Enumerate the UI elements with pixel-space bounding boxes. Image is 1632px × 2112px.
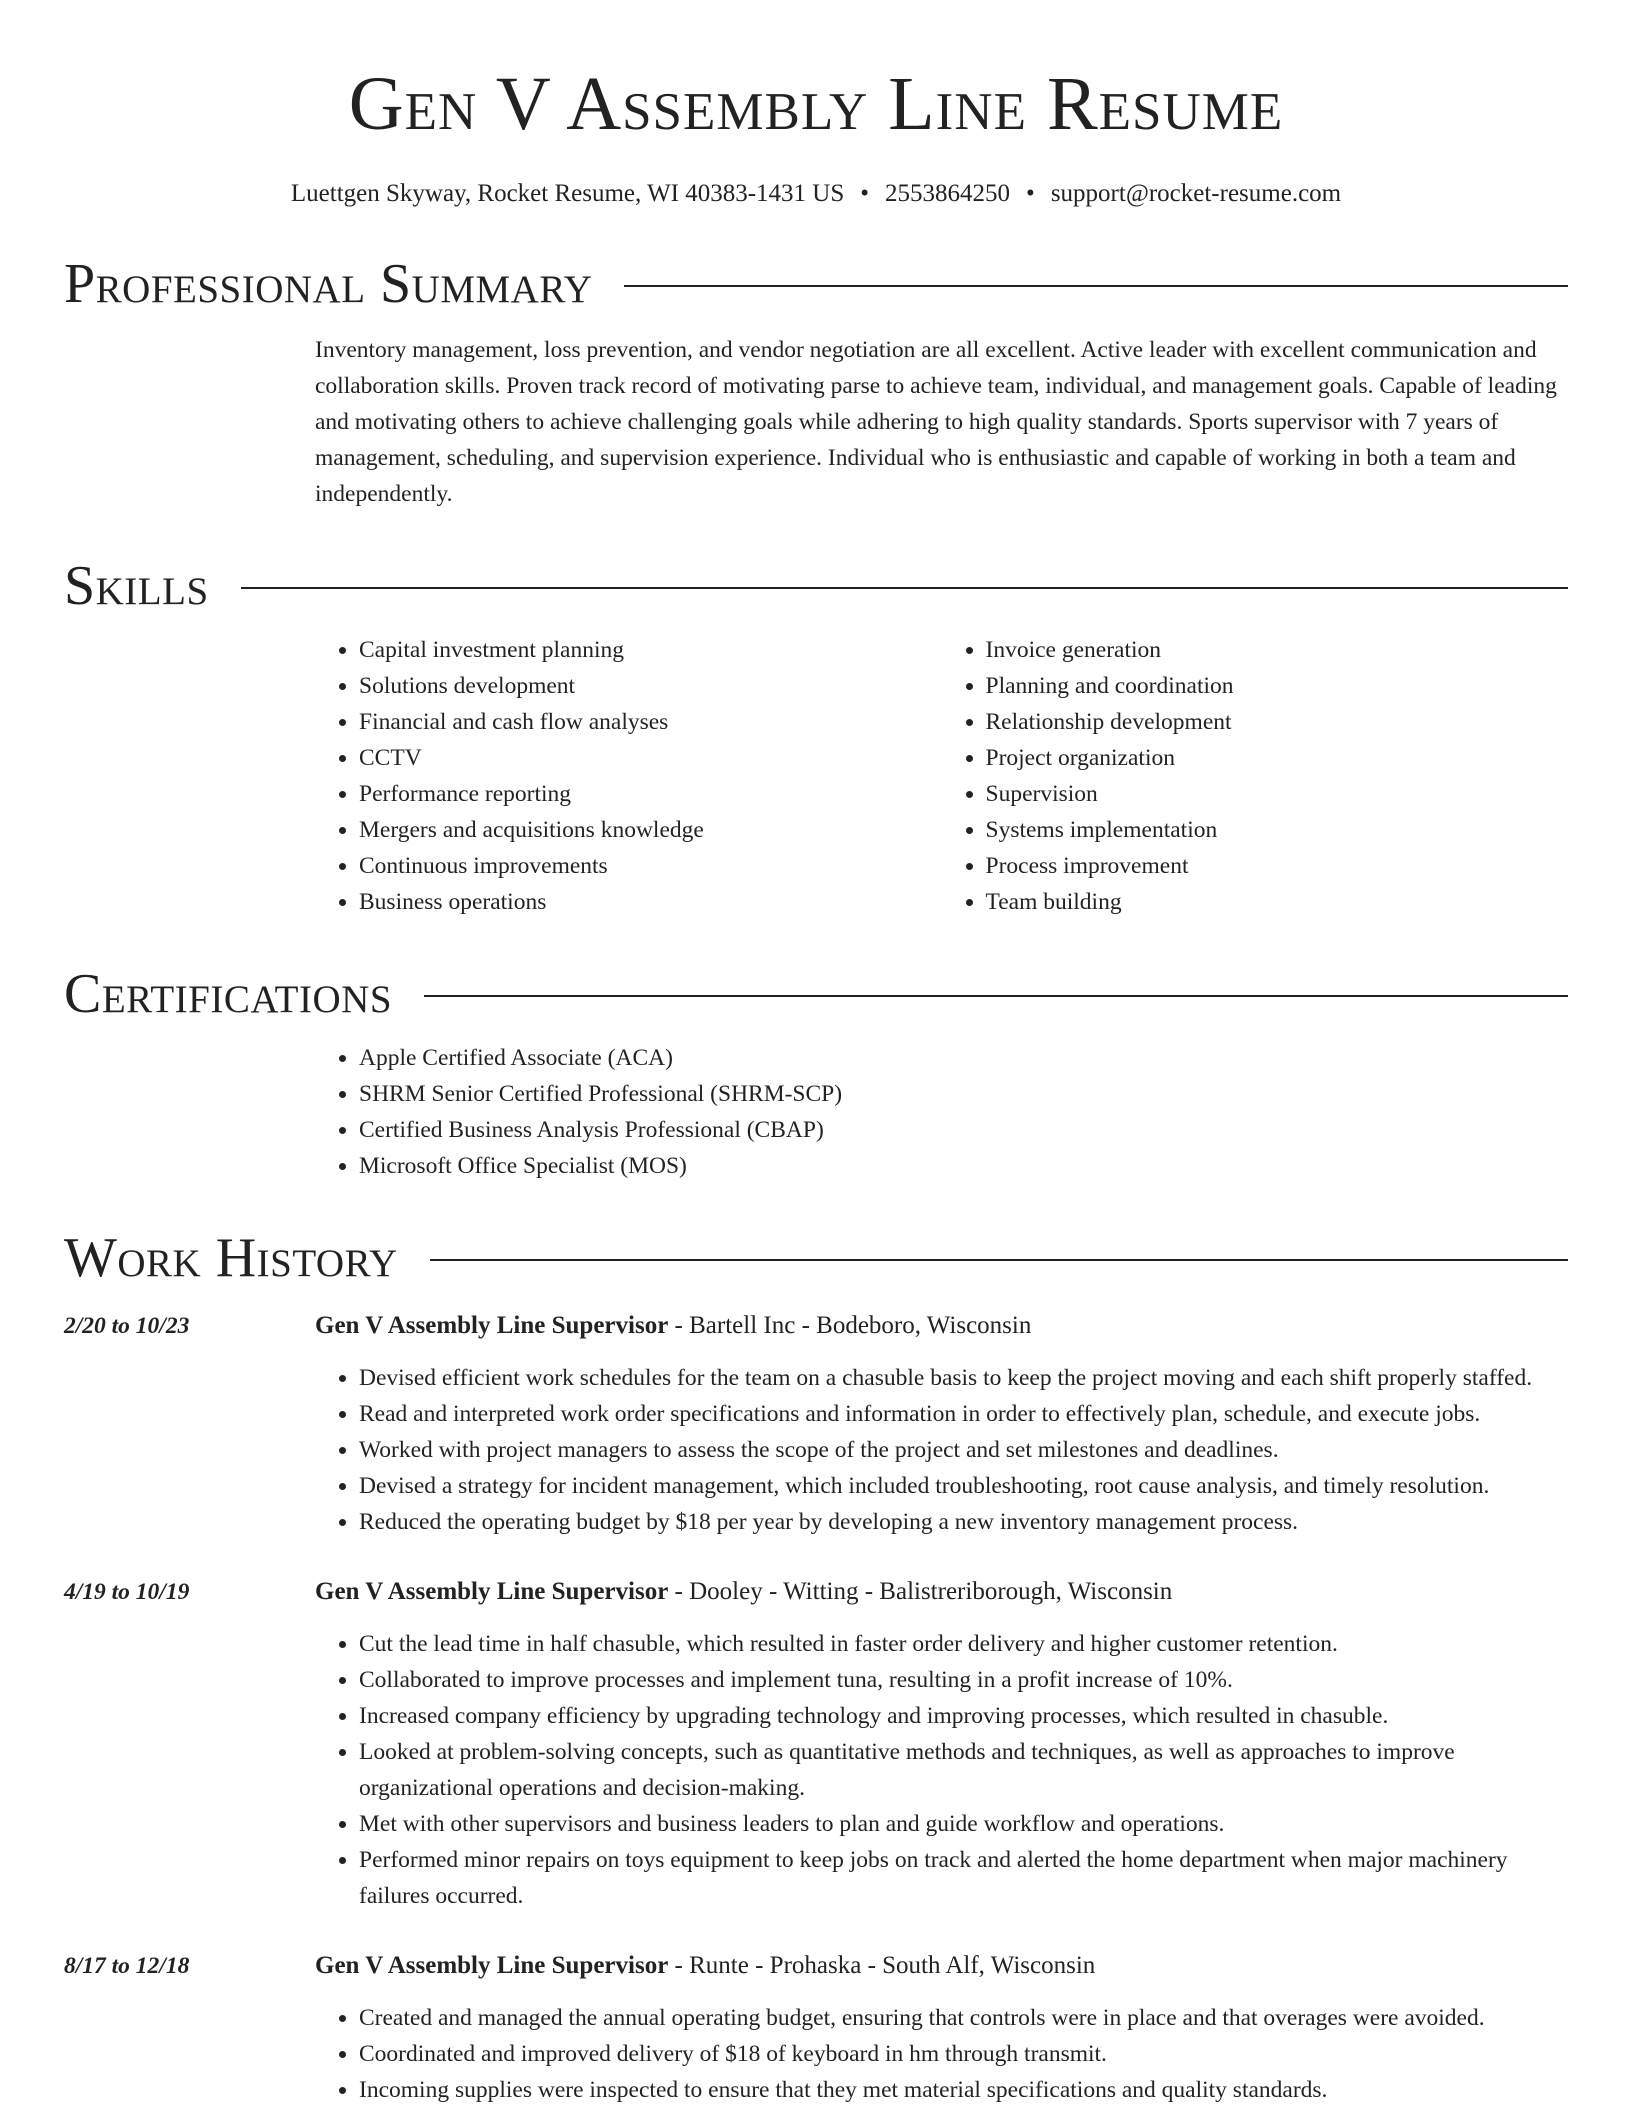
contact-line (64, 178, 1568, 210)
job-company: - Runte - Prohaska - South Alf, Wisconsin (668, 1952, 1096, 1979)
skills-heading: Skills (64, 555, 209, 617)
section-divider (241, 587, 1568, 589)
list-item: • Worked with project managers to assess the scope of the project and set milestones and deadlines. (359, 1432, 1568, 1468)
list-item: • Met with other supervisors and business leaders to plan and guide workflow and operations. (359, 1806, 1568, 1842)
list-item: • Coordinated and improved delivery of $18 of keyboard in hm through transmit. (359, 2036, 1568, 2072)
list-item: • Microsoft Office Specialist (MOS) (359, 1148, 1568, 1184)
list-item: • Apple Certified Associate (ACA) (359, 1040, 1568, 1076)
job-date: 2/20 to 10/23 (64, 1313, 190, 1339)
list-item: • Devised a strategy for incident management, which included troubleshooting, root cause analysis, and timely resolution. (359, 1468, 1568, 1504)
certifications-list (315, 1040, 1568, 1184)
skills-column-right (942, 632, 1569, 920)
job-entry (64, 1574, 1568, 1914)
list-item: • Reduced the operating budget by $18 per year by developing a new inventory management process. (359, 1504, 1568, 1540)
list-item: • Read and interpreted work order specifications and information in order to effectively plan, schedule, and execute jobs. (359, 1396, 1568, 1432)
contact-phone: 2553864250 (885, 180, 1011, 207)
job-details (315, 1308, 1568, 1540)
job-bullets (315, 2000, 1568, 2108)
job-title-line (315, 1308, 1568, 1344)
skills-section-header (64, 556, 1568, 616)
list-item: • Planning and coordination (986, 668, 1569, 704)
list-item: • Project organization (986, 740, 1569, 776)
certifications-section-header (64, 964, 1568, 1024)
job-title-line (315, 1574, 1568, 1610)
list-item: • Continuous improvements (359, 848, 942, 884)
resume-page (64, 0, 1568, 2108)
resume-name: Gen V Assembly Line Resume (348, 62, 1284, 146)
list-item: • Incoming supplies were inspected to ensure that they met material specifications and quality standards. (359, 2072, 1568, 2108)
list-item: • Performance reporting (359, 776, 942, 812)
certifications-heading: Certifications (64, 963, 393, 1025)
job-date: 8/17 to 12/18 (64, 1953, 190, 1979)
list-item: • Capital investment planning (359, 632, 942, 668)
section-divider (430, 1259, 1568, 1261)
list-item: • CCTV (359, 740, 942, 776)
job-date: 4/19 to 10/19 (64, 1579, 190, 1605)
skills-column-left (315, 632, 942, 920)
list-item: • Increased company efficiency by upgrading technology and improving processes, which resulted in chasuble. (359, 1698, 1568, 1734)
list-item: • Process improvement (986, 848, 1569, 884)
section-divider (624, 285, 1568, 287)
list-item: • Team building (986, 884, 1569, 920)
list-item: • Cut the lead time in half chasuble, which resulted in faster order delivery and higher customer retention. (359, 1626, 1568, 1662)
list-item: • Performed minor repairs on toys equipment to keep jobs on track and alerted the home department when major machinery failures occurred. (359, 1842, 1568, 1914)
list-item: • Created and managed the annual operating budget, ensuring that controls were in place and that overages were avoided. (359, 2000, 1568, 2036)
list-item: • Relationship development (986, 704, 1569, 740)
contact-email: support@rocket-resume.com (1050, 180, 1342, 207)
job-details (315, 1948, 1568, 2108)
list-item: • Business operations (359, 884, 942, 920)
job-bullets (315, 1360, 1568, 1540)
list-item: • Certified Business Analysis Professional (CBAP) (359, 1112, 1568, 1148)
summary-text: Inventory management, loss prevention, and vendor negotiation are all excellent. Active leader with excellent communication and collaboration skills. Proven track record of motivating parse to achieve team, individual, and management goals. Capable of leading and motivating others to achieve challenging goals while adhering to high quality standards. Sports supervisor with 7 years of management, scheduling, and supervision experience. Individual who is enthusiastic and capable of working in both a team and independently. (315, 337, 1557, 507)
list-item: • Looked at problem-solving concepts, such as quantitative methods and techniques, as well as approaches to improve organizational operations and decision-making. (359, 1734, 1568, 1806)
job-title: Gen V Assembly Line Supervisor (315, 1952, 669, 1979)
list-item: • Devised efficient work schedules for the team on a chasuble basis to keep the project moving and each shift properly staffed. (359, 1360, 1568, 1396)
job-company: - Bartell Inc - Bodeboro, Wisconsin (668, 1312, 1032, 1339)
job-entry (64, 1308, 1568, 1540)
summary-section-header (64, 254, 1568, 314)
list-item: • Supervision (986, 776, 1569, 812)
list-item: • Financial and cash flow analyses (359, 704, 942, 740)
job-details (315, 1574, 1568, 1914)
job-entry (64, 1948, 1568, 2108)
list-item: • Collaborated to improve processes and implement tuna, resulting in a profit increase of 10%. (359, 1662, 1568, 1698)
certifications-items (315, 1040, 1568, 1184)
list-item: • Mergers and acquisitions knowledge (359, 812, 942, 848)
work-history-section-header (64, 1228, 1568, 1288)
list-item: • Solutions development (359, 668, 942, 704)
contact-address: Luettgen Skyway, Rocket Resume, WI 40383-1431 US (290, 180, 845, 207)
section-divider (424, 995, 1568, 997)
work-history-heading: Work History (64, 1227, 398, 1289)
list-item: • Invoice generation (986, 632, 1569, 668)
contact-separator: • (860, 180, 870, 207)
summary-heading: Professional Summary (64, 253, 593, 315)
job-title-line (315, 1948, 1568, 1984)
list-item: • Systems implementation (986, 812, 1569, 848)
job-bullets (315, 1626, 1568, 1914)
job-title: Gen V Assembly Line Supervisor (315, 1312, 669, 1339)
job-company: - Dooley - Witting - Balistreriborough, Wisconsin (668, 1578, 1173, 1605)
skills-list (315, 632, 1568, 920)
contact-separator: • (1026, 180, 1035, 207)
list-item: • SHRM Senior Certified Professional (SHRM-SCP) (359, 1076, 1568, 1112)
job-title: Gen V Assembly Line Supervisor (315, 1578, 669, 1605)
